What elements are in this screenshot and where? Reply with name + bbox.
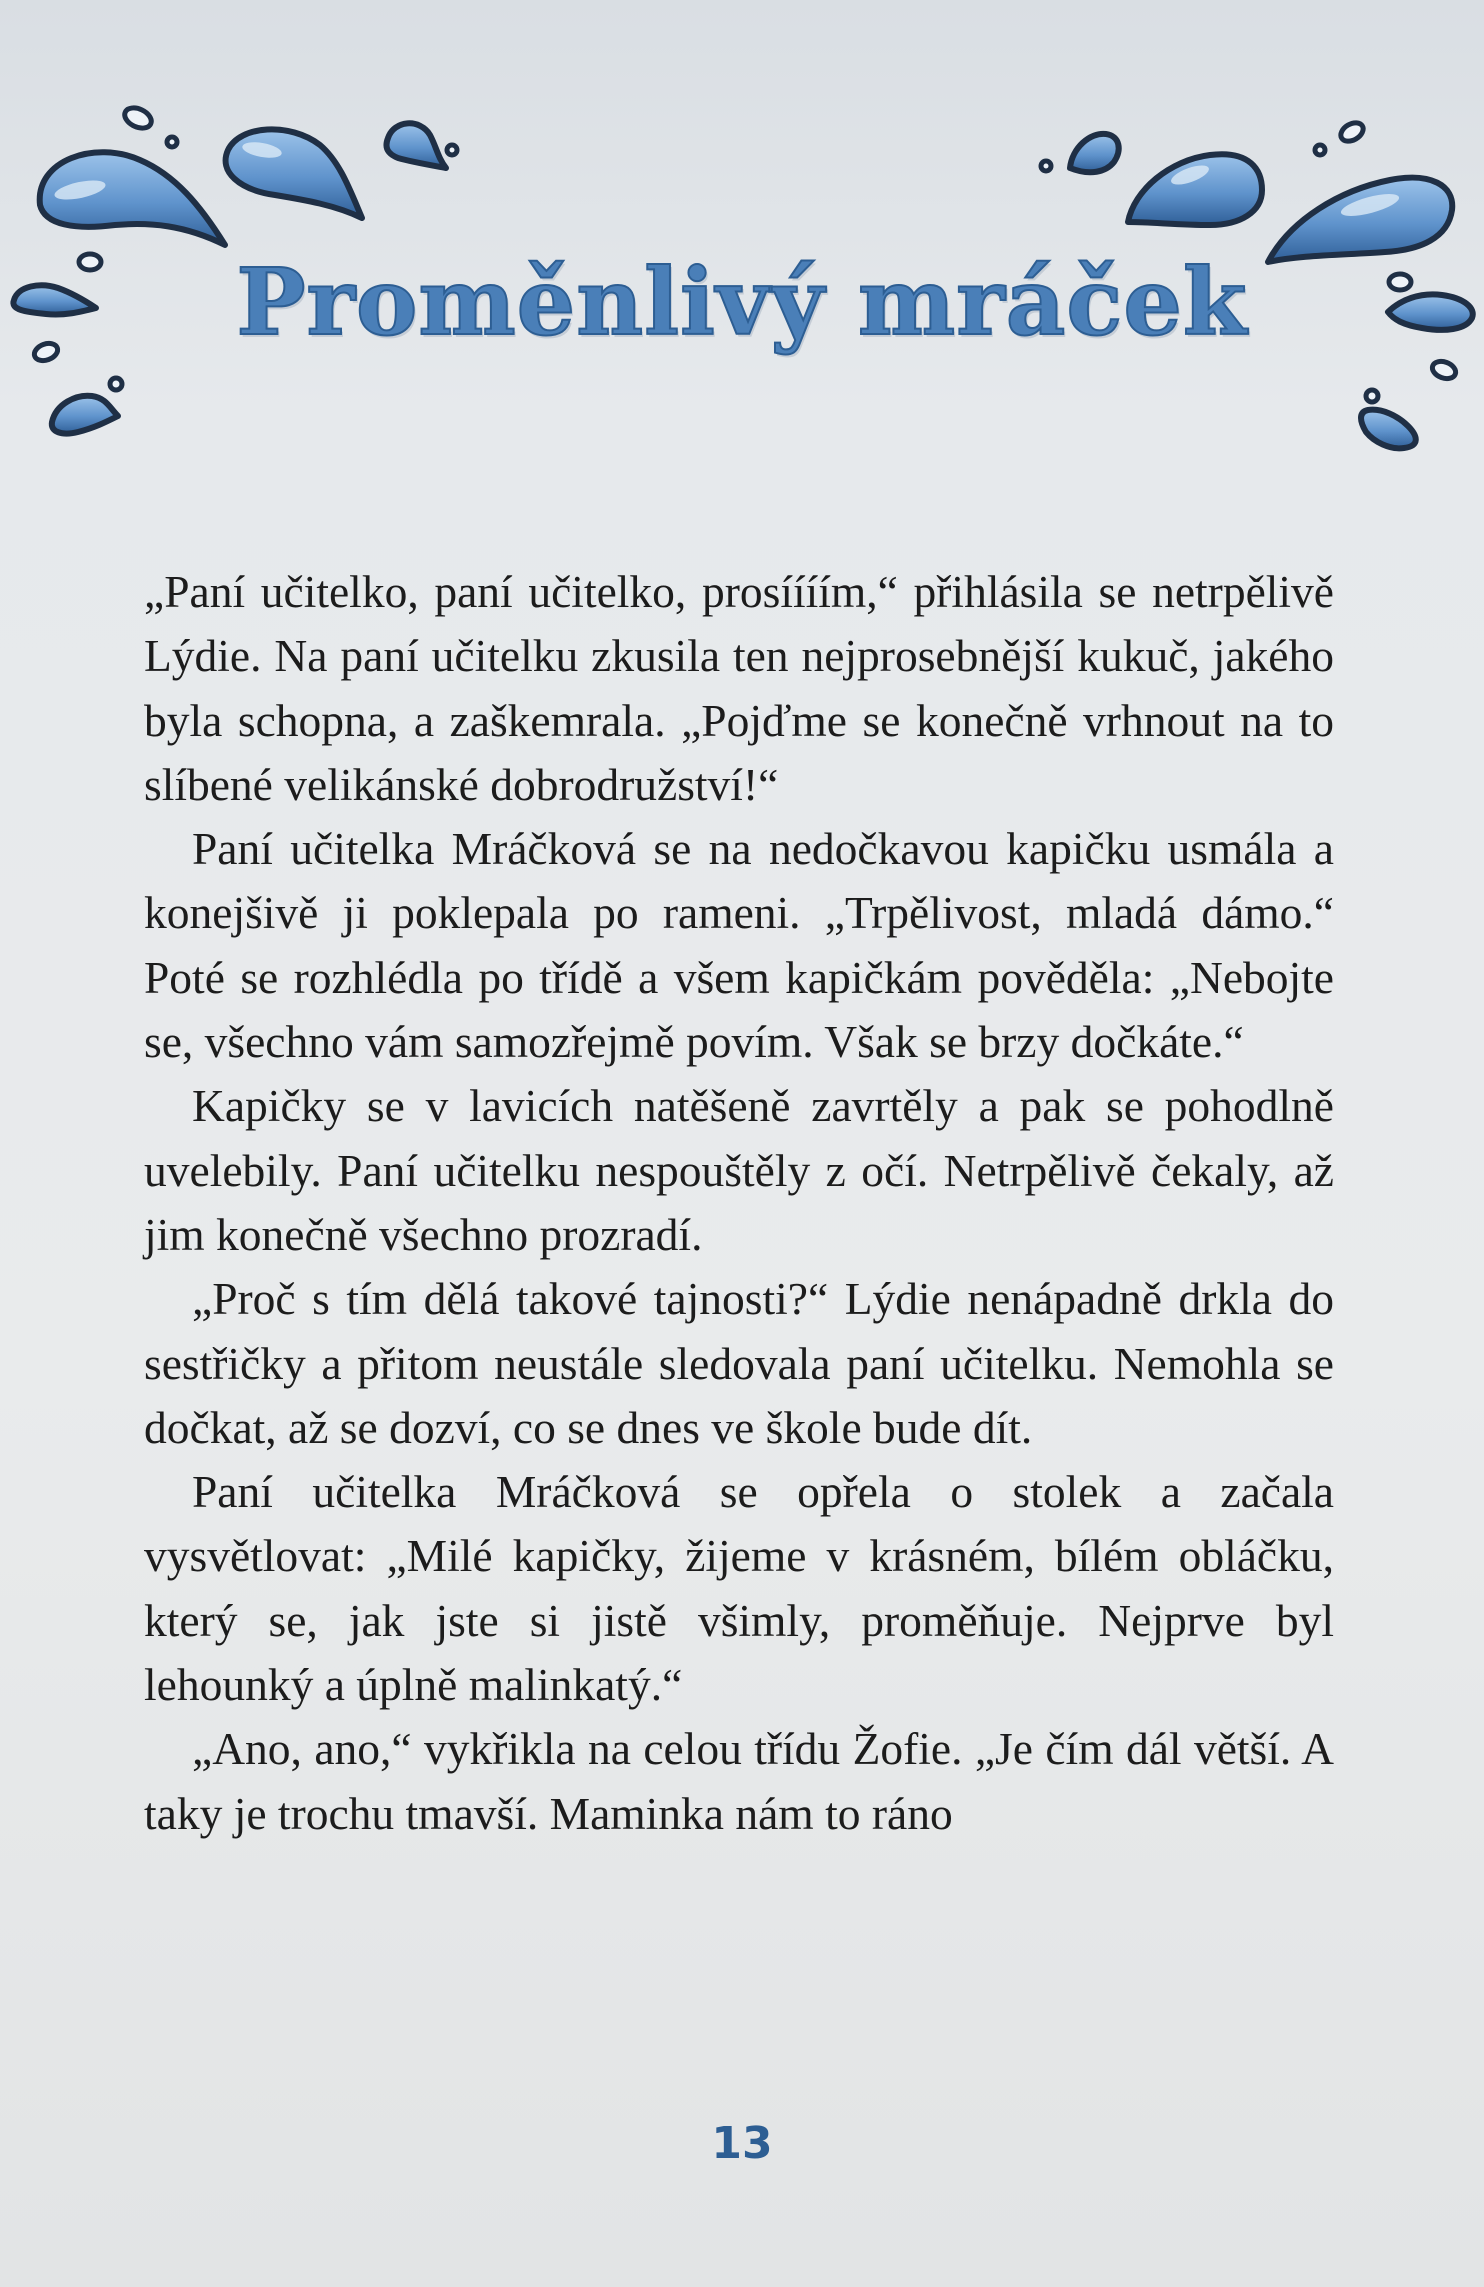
water-drop-icon <box>110 378 122 390</box>
water-drop-icon <box>447 145 457 155</box>
water-drop-icon <box>386 123 446 168</box>
water-drop-icon <box>167 137 177 147</box>
water-drop-icon <box>1128 154 1262 225</box>
water-drop-icon <box>1070 134 1119 172</box>
water-drop-icon <box>1430 358 1458 381</box>
paragraph: „Proč s tím dělá takové tajnosti?“ Lýdie nenápadně drkla do sestřičky a přitom neustále sledovala paní učitelku. Nemohla se dočkat, až se dozví, co se dnes ve škole bude dít. <box>144 1273 1334 1453</box>
water-drop-icon <box>1041 161 1051 171</box>
water-drop-icon <box>1366 390 1378 402</box>
paragraph: Kapičky se v lavicích natěšeně zavrtěly a pak se pohodlně uvelebily. Paní učitelku nespouštěly z očí. Netrpělivě čekaly, až jim konečně všechno prozradí. <box>144 1080 1334 1260</box>
water-drop-icon <box>1338 119 1367 145</box>
chapter-text <box>144 560 1334 1846</box>
water-drop-icon <box>226 129 362 218</box>
paragraph: „Paní učitelko, paní učitelko, prosíííím,“ přihlásila se netrpělivě Lýdie. Na paní učitelku zkusila ten nejprosebnější kukuč, jakého byla schopna, a zaškemrala. „Pojďme se konečně vrhnout na to slíbené velikánské dobrodružství!“ <box>144 566 1334 810</box>
water-drop-icon <box>52 396 118 434</box>
page-number: 13 <box>711 2118 773 2169</box>
paragraph: Paní učitelka Mráčková se opřela o stolek a začala vysvětlovat: „Milé kapičky, žijeme v krásném, bílém obláčku, který se, jak jste si jistě všimly, proměňuje. Nejprve byl lehounký a úplně malinkatý.“ <box>144 1466 1334 1711</box>
paragraph: Paní učitelka Mráčková se na nedočkavou kapičku usmála a konejšivě ji poklepala po rameni. „Trpělivost, mladá dámo.“ Poté se rozhlédla po třídě a všem kapičkám pověděla: „Nebojte se, všechno vám samozřejmě povím. Však se brzy dočkáte.“ <box>144 823 1334 1068</box>
paragraph: „Ano, ano,“ vykřikla na celou třídu Žofie. „Je čím dál větší. A taky je trochu tmavší. Maminka nám to ráno <box>144 1723 1334 1839</box>
chapter-title: Proměnlivý mráček <box>236 248 1248 356</box>
water-drop-icon <box>1315 145 1325 155</box>
water-drop-icon <box>122 104 155 132</box>
water-drop-icon <box>1361 410 1416 449</box>
